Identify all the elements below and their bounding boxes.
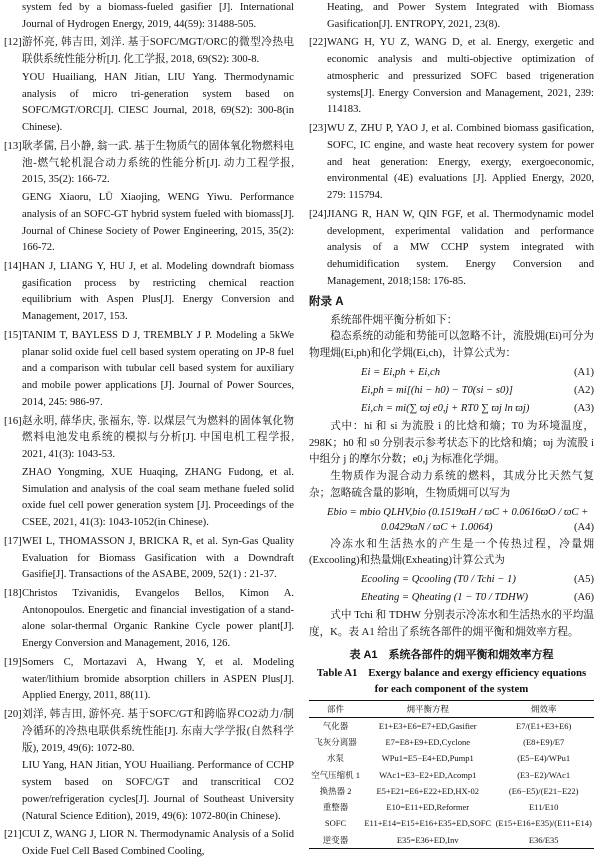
appendix-intro: 系统部件㶲平衡分析如下： xyxy=(330,314,458,326)
table-cell: E1+E3+E6=E7+ED,Gasifier xyxy=(378,720,477,731)
reference-item xyxy=(309,207,594,291)
column-header-component: 部件 xyxy=(327,703,345,714)
equation-number: (A3) xyxy=(573,402,594,414)
table-cell: 飞灰分离器 xyxy=(314,737,357,748)
reference-item xyxy=(4,827,294,860)
reference-number: [20] xyxy=(4,709,22,721)
table-row xyxy=(309,800,594,816)
reference-translation: YOU Huailiang, HAN Jitian, LIU Yang. Thermodynamic analysis of micro tri-generation system based on SOFC/MGT/ORC[J]. CIESC Journal, 2018, 69(S2): 300-8(in Chinese). xyxy=(22,71,294,134)
table-caption-english: Table A1 Exergy balance and exergy efficiency equations for each component of the system xyxy=(316,666,587,696)
table-cell: E7=E8+E9+ED,Cyclone xyxy=(385,737,470,748)
reference-item xyxy=(309,121,594,205)
table-row xyxy=(309,767,594,783)
equation-number: (A6) xyxy=(573,591,594,603)
table-cell: 气化器 xyxy=(322,720,349,731)
table-row xyxy=(309,718,594,735)
column-header-efficiency: 㶲效率 xyxy=(530,703,557,714)
appendix-paragraph: 生物质作为混合动力系统的燃料，其成分比天然气复杂；忽略硫含量的影响，生物质㶲可以写为 xyxy=(309,471,594,499)
equation-number: (A4) xyxy=(573,521,594,533)
table-cell: E36/E35 xyxy=(528,834,559,845)
reference-number: [23] xyxy=(309,123,327,135)
table-cell: E35=E36+ED,Inv xyxy=(396,834,459,845)
equation-a4 xyxy=(309,505,594,535)
equation-a3 xyxy=(309,401,594,417)
equation-body: Ecooling = Qcooling (T0 / Tchi − 1) xyxy=(361,573,516,585)
exergy-table xyxy=(309,700,594,849)
reference-item xyxy=(4,534,294,584)
reference-number: [21] xyxy=(4,829,22,841)
reference-text: WANG H, YU Z, WANG D, et al. Energy, exergetic and economic analysis and multi-objective optimization of atmospheric and pressurized SOFC based trigeneration systems[J]. Energy Conversion and Management, 2021, 239: 114183. xyxy=(327,37,594,116)
appendix-heading: 附录 A xyxy=(309,296,344,309)
table-cell: 逆变器 xyxy=(322,834,349,845)
reference-number: [24] xyxy=(309,208,327,220)
table-cell: SOFC xyxy=(324,818,347,829)
reference-number: [18] xyxy=(4,587,22,599)
appendix-paragraph: 稳态系统的动能和势能可以忽略不计，流股㶲(Ei)可分为物理㶲(Ei,ph)和化学㶲(Ei,ch)，计算公式为： xyxy=(309,331,594,360)
equation-body: Ei,ph = mi[(hi − h0) − T0(si − s0)] xyxy=(361,384,513,396)
reference-text: HAN J, LIANG Y, HU J, et al. Modeling downdraft biomass gasification process by restricting chemical reaction equilibrium with Aspen Plus[J]. Energy Conversion and Management, 2017, 153. xyxy=(22,261,294,323)
reference-item xyxy=(309,0,594,33)
reference-text: WEI L, THOMASSON J, BRICKA R, et al. Syn-Gas Quality Evaluation for Biomass Gasification with a Downdraft Gasifie[J]. Transactions of the ASABE, 2009, 52(1) : 21-37. xyxy=(22,535,294,581)
table-cell: 换热器 2 xyxy=(319,785,352,796)
reference-item xyxy=(4,655,294,705)
reference-item xyxy=(4,259,294,326)
table-cell: E11/E10 xyxy=(528,802,559,813)
reference-text: Christos Tzivanidis, Evangelos Bellos, Kimon A. Antonopoulos. Energetic and financial investigation of a stand-alone solar-thermal Organic Rankine Cycle power plant[J]. Energy Conversion and Management, 2016, 126. xyxy=(22,587,294,650)
reference-item xyxy=(4,414,294,532)
table-cell: (E3−E2)/WAc1 xyxy=(517,769,571,780)
table-header-row xyxy=(309,701,594,718)
equation-body-continued: 0.0429ϖN / ϖC + 1.0064) xyxy=(381,521,493,533)
table-cell: (E6−E5)/(E21−E22) xyxy=(508,785,579,796)
reference-item xyxy=(309,35,594,119)
equation-body: Ei,ch = mi(∑ ϖj e0,j + RT0 ∑ ϖj ln ϖj) xyxy=(361,402,530,414)
appendix-paragraph: 式中：hi 和 si 为流股 i 的比焓和熵；T0 为环境温度，298K；h0 和 s0 分别表示参考状态下的比焓和熵；ϖj 为流股 i 中组分 j 的摩尔分数；e0,j 为标准化学㶲。 xyxy=(309,420,594,466)
reference-number: [17] xyxy=(4,535,22,547)
left-column xyxy=(4,0,294,863)
table-cell: WPu1=E5−E4+ED,Pump1 xyxy=(381,753,474,764)
column-header-balance: 㶲平衡方程 xyxy=(406,703,449,714)
appendix-paragraph: 冷冻水和生活热水的产生是一个传热过程，冷量㶲(Excooling)和热量㶲(Exheating)计算公式为 xyxy=(309,538,594,567)
reference-text: CUI Z, WANG J, LIOR N. Thermodynamic Analysis of a Solid Oxide Fuel Cell Based Combined Cooling, xyxy=(22,829,294,857)
reference-number: [13] xyxy=(4,140,22,152)
table-cell: 空气压缩机 1 xyxy=(311,769,360,780)
reference-translation: GENG Xiaoru, LÜ Xiaojing, WENG Yiwu. Performance analysis of an SOFC-GT hybrid system fueled with biomass[J]. Journal of Chinese Society of Power Engineering, 2015, 35(2): 166-72. xyxy=(22,192,294,254)
reference-translation: LIU Yang, HAN Jitian, YOU Huailiang. Performance of CCHP system based on SOFC/GT and transcritical CO2 power/refrigeration cycles[J]. Journal of Southeast University (Natural Science Edition), 2019, 49(6): 1072-80(in Chinese). xyxy=(22,760,294,822)
equation-a1 xyxy=(309,365,594,381)
table-cell: WAc1=E3−E2+ED,Acomp1 xyxy=(379,769,477,780)
reference-text: 赵永明, 薛华庆, 张福东, 等. 以煤层气为燃料的固体氧化物燃料电池发电系统的模拟与分析[J]. 中国电机工程学报, 2021, 41(3): 1043-53. xyxy=(22,415,294,461)
table-cell: (E8+E9)/E7 xyxy=(523,737,565,748)
table-cell: E10=E11+ED,Reformer xyxy=(386,802,470,813)
equation-number: (A1) xyxy=(573,366,594,378)
table-cell: 重整器 xyxy=(322,802,349,813)
table-cell: E5+E21=E6+E22+ED,HX-02 xyxy=(376,785,479,796)
reference-text: 刘洋, 韩吉田, 游怀亮. 基于SOFC/GT和跨临界CO2动力/制冷循环的冷热电联供系统性能[J]. 东南大学学报(自然科学版), 2019, 49(6): 1072-80. xyxy=(22,709,294,754)
equation-body: Eheating = Qheating (1 − T0 / TDHW) xyxy=(361,591,529,603)
reference-item xyxy=(4,707,294,825)
equation-number: (A2) xyxy=(573,384,594,396)
reference-number: [15] xyxy=(4,329,22,341)
table-cell: 水泵 xyxy=(327,753,345,764)
equation-body: Ebio = mbio QLHV,bio (0.1519ϖH / ϖC + 0.0616ϖO / ϖC + xyxy=(327,506,589,518)
reference-number: [12] xyxy=(4,37,22,49)
reference-text: system fed by a biomass-fueled gasifier [J]. International Journal of Hydrogen Energy, 2019, 44(59): 31488-505. xyxy=(22,2,294,30)
reference-number: [14] xyxy=(4,261,22,273)
table-row xyxy=(309,735,594,751)
reference-text: TANIM T, BAYLESS D J, TREMBLY J P. Modeling a 5kWe planar solid oxide fuel cell based system operating on JP-8 fuel and a comparison with tubular cell based system for auxiliary and mobile power applications [J]. Journal of Power Sources, 2014, 245: 986-97. xyxy=(22,329,294,408)
reference-text: 耿孝儒, 吕小静, 翁一武. 基于生物质气的固体氧化物燃料电池-燃气轮机混合动力系统的性能分析[J]. 动力工程学报, 2015, 35(2): 166-72. xyxy=(22,140,294,186)
reference-number: [19] xyxy=(4,656,22,668)
table-cell: (E15+E16+E35)/(E11+E14) xyxy=(495,818,592,829)
appendix-paragraph: 式中 Tchi 和 TDHW 分别表示冷冻水和生活热水的平均温度，K。表 A1 给出了系统各部件的㶲平衡和㶲效率方程。 xyxy=(309,609,594,638)
reference-item xyxy=(4,328,294,412)
reference-text: 游怀亮, 韩吉田, 刘洋. 基于SOFC/MGT/ORC的微型冷热电联供系统性能分析[J]. 化工学报, 2018, 69(S2): 300-8. xyxy=(22,37,294,66)
table-cell: (E5−E4)/WPu1 xyxy=(517,753,571,764)
table-row xyxy=(309,816,594,832)
right-column xyxy=(309,0,594,849)
equation-a5 xyxy=(309,572,594,588)
equation-number: (A5) xyxy=(573,573,594,585)
table-row xyxy=(309,751,594,767)
reference-item xyxy=(4,139,294,257)
reference-text: Somers C, Mortazavi A, Hwang Y, et al. Modeling water/lithium bromide absorption chillers in ASPEN Plus[J]. Applied Energy, 2011, 88(11). xyxy=(22,656,294,702)
table-cell: E11+E14=E15+E16+E35+ED,SOFC xyxy=(364,818,492,829)
reference-text: JIANG R, HAN W, QIN FGF, et al. Thermodynamic model development, experimental validation and performance analysis of a MW CCHP system integrated with dehumidification system. Energy Conversion and Management, 2018;158: 176-85. xyxy=(327,208,594,287)
reference-text: Heating, and Power System Integrated with Biomass Gasification[J]. ENTROPY, 2021, 23(8). xyxy=(327,2,594,30)
equation-a2 xyxy=(309,383,594,399)
table-caption-chinese: 表 A1 系统各部件的㶲平衡和㶲效率方程 xyxy=(349,649,554,662)
reference-translation: ZHAO Yongming, XUE Huaqing, ZHANG Fudong, et al. Simulation and analysis of the coal seam methane fueled solid oxide fuel cell power generation system [J]. Proceedings of the CSEE, 2021, 41(3): 1043-1052(in Chinese). xyxy=(22,466,294,529)
equation-body: Ei = Ei,ph + Ei,ch xyxy=(361,366,441,378)
reference-item xyxy=(4,0,294,33)
reference-number: [22] xyxy=(309,37,327,49)
table-row xyxy=(309,832,594,849)
equation-a6 xyxy=(309,590,594,606)
reference-item xyxy=(4,586,294,653)
table-row xyxy=(309,783,594,799)
reference-text: WU Z, ZHU P, YAO J, et al. Combined biomass gasification, SOFC, IC engine, and waste heat recovery system for power and heat generation: Energy, exergy, exergoeconomic, environmental (4E) evaluations [J]. Applied Energy, 2020, 279: 115794. xyxy=(327,123,594,202)
reference-number: [16] xyxy=(4,415,22,427)
table-cell: E7/(E1+E3+E6) xyxy=(516,720,572,731)
reference-item xyxy=(4,35,294,136)
